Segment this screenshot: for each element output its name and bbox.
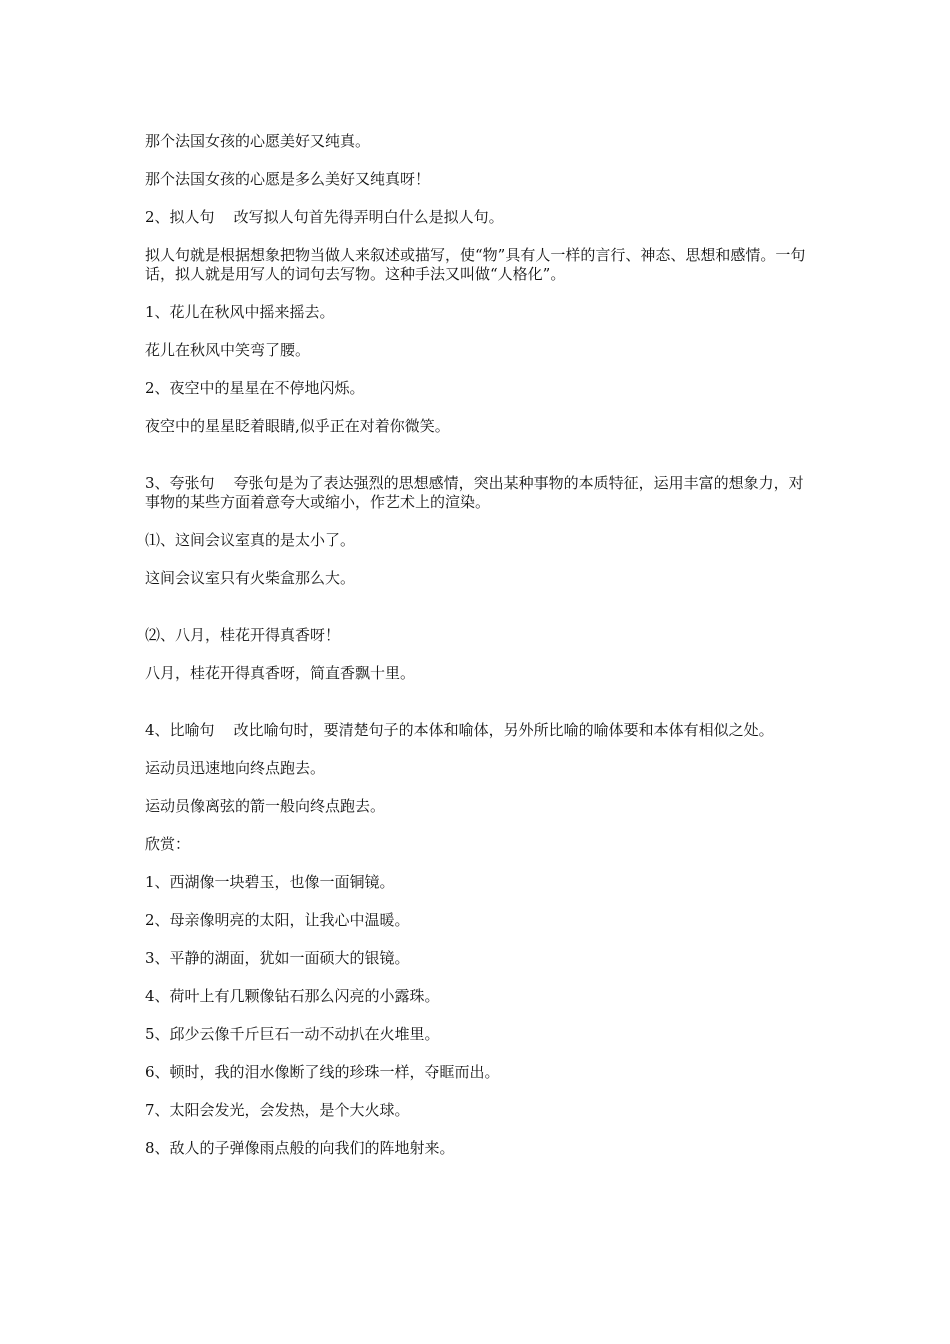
paragraph-12: ⑵、八月，桂花开得真香呀！ <box>145 626 341 644</box>
document-body <box>145 132 807 1158</box>
paragraph-13: 八月，桂花开得真香呀，简直香飘十里。 <box>145 664 416 682</box>
paragraph-7: 2、夜空中的星星在不停地闪烁。 <box>145 379 365 397</box>
paragraph-16: 运动员像离弦的箭一般向终点跑去。 <box>145 797 386 815</box>
paragraph-2: 那个法国女孩的心愿是多么美好又纯真呀！ <box>145 170 431 188</box>
paragraph-21: 4、荷叶上有几颗像钻石那么闪亮的小露珠。 <box>145 987 440 1005</box>
paragraph-9: 3、夸张句 夸张句是为了表达强烈的思想感情，突出某种事物的本质特征，运用丰富的想象力，对事物的某些方面着意夸大或缩小，作艺术上的渲染。 <box>145 474 804 511</box>
paragraph-10: ⑴、这间会议室真的是太小了。 <box>145 531 356 549</box>
paragraph-8: 夜空中的星星眨着眼睛,似乎正在对着你微笑。 <box>145 417 450 435</box>
paragraph-11: 这间会议室只有火柴盒那么大。 <box>145 569 356 587</box>
paragraph-1: 那个法国女孩的心愿美好又纯真。 <box>145 132 371 150</box>
paragraph-18: 1、西湖像一块碧玉，也像一面铜镜。 <box>145 873 395 891</box>
paragraph-14: 4、比喻句 改比喻句时，要清楚句子的本体和喻体，另外所比喻的喻体要和本体有相似之处。 <box>145 721 774 739</box>
paragraph-25: 8、敌人的子弹像雨点般的向我们的阵地射来。 <box>145 1139 455 1157</box>
paragraph-23: 6、顿时，我的泪水像断了线的珍珠一样，夺眶而出。 <box>145 1063 500 1081</box>
paragraph-20: 3、平静的湖面，犹如一面硕大的银镜。 <box>145 949 410 967</box>
paragraph-3: 2、拟人句 改写拟人句首先得弄明白什么是拟人句。 <box>145 208 504 226</box>
paragraph-4: 拟人句就是根据想象把物当做人来叙述或描写，使“物”具有人一样的言行、神态、思想和感情。一句话，拟人就是用写人的词句去写物。这种手法又叫做“人格化”。 <box>145 246 806 283</box>
paragraph-15: 运动员迅速地向终点跑去。 <box>145 759 326 777</box>
paragraph-17: 欣赏： <box>145 835 191 853</box>
paragraph-19: 2、母亲像明亮的太阳，让我心中温暖。 <box>145 911 410 929</box>
paragraph-24: 7、太阳会发光，会发热，是个大火球。 <box>145 1101 410 1119</box>
paragraph-5: 1、花儿在秋风中摇来摇去。 <box>145 303 335 321</box>
paragraph-22: 5、邱少云像千斤巨石一动不动扒在火堆里。 <box>145 1025 440 1043</box>
paragraph-6: 花儿在秋风中笑弯了腰。 <box>145 341 311 359</box>
